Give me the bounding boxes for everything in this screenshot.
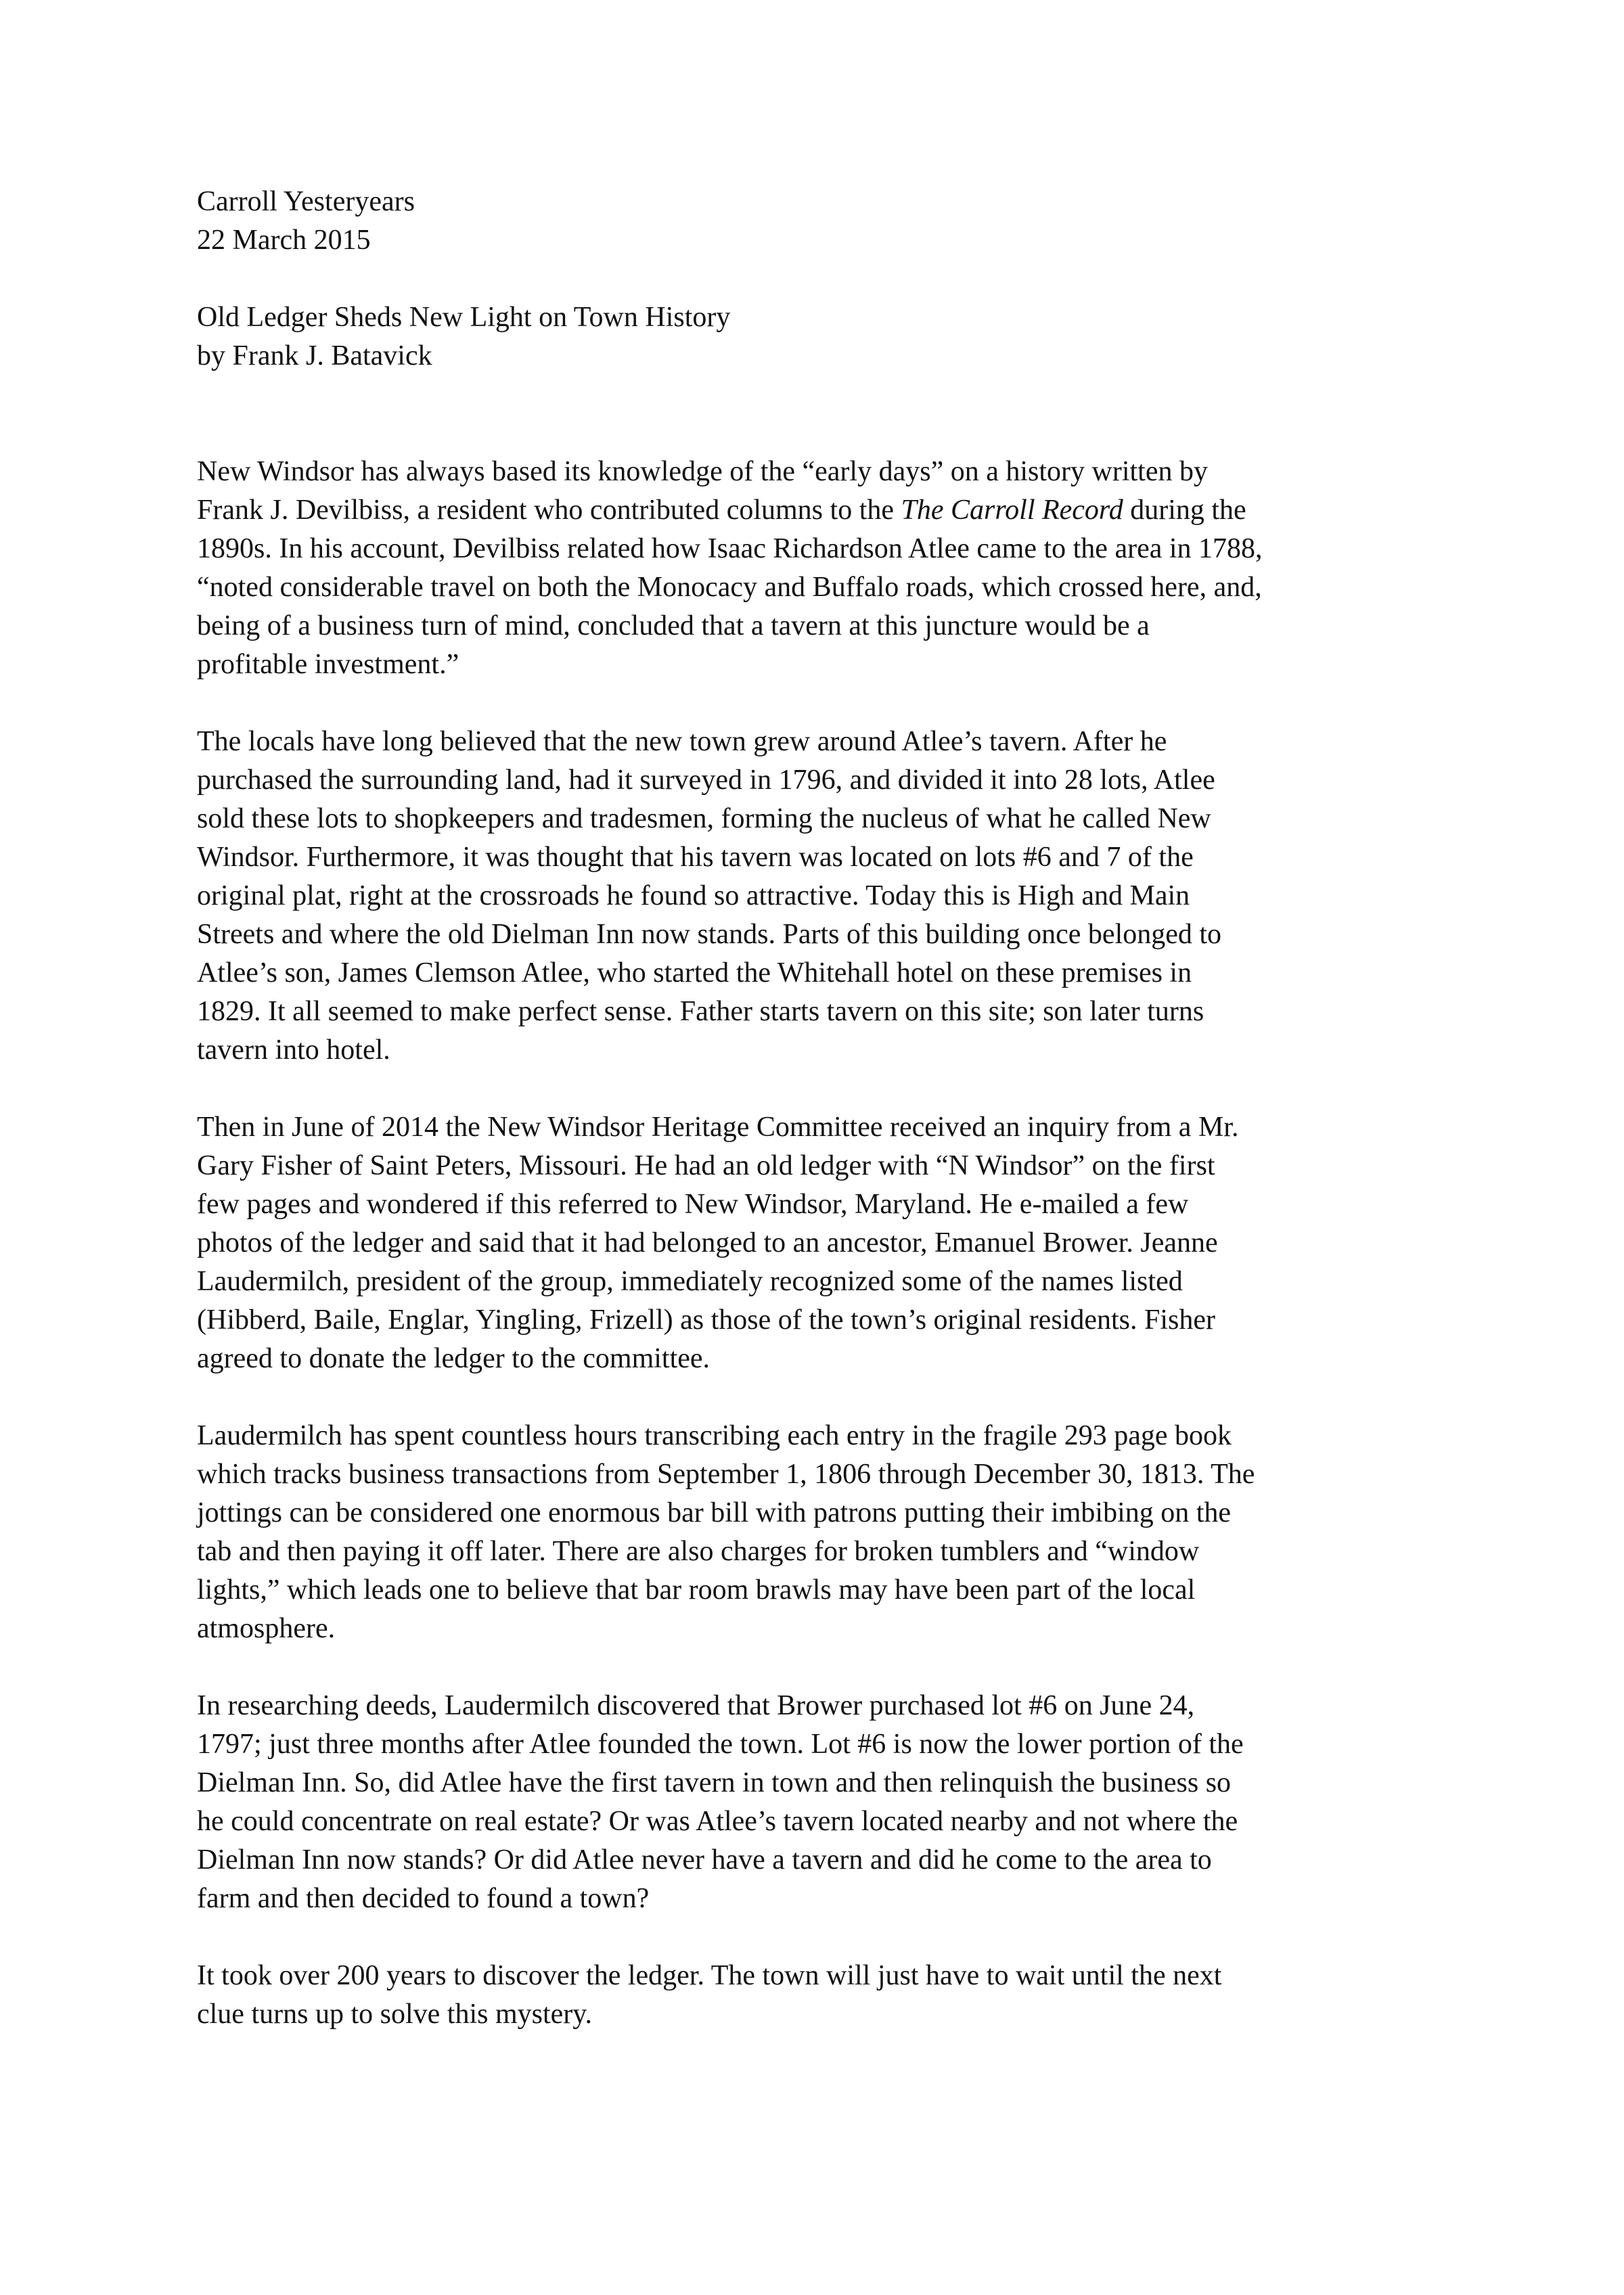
text-line: Dielman Inn. So, did Atlee have the first tavern in town and then relinquish the business so — [197, 1767, 1232, 1798]
text-line: farm and then decided to found a town? — [197, 1883, 650, 1914]
paragraph — [197, 1417, 1428, 1648]
publication-name: Carroll Yesteryears — [197, 186, 415, 217]
text-line: profitable investment.” — [197, 649, 459, 680]
article-content — [197, 183, 1428, 2072]
text-line: agreed to donate the ledger to the committee. — [197, 1343, 710, 1374]
text-line: 1797; just three months after Atlee founded the town. Lot #6 is now the lower portion of the — [197, 1729, 1244, 1760]
text-line: “noted considerable travel on both the Monocacy and Buffalo roads, which crossed here, and, — [197, 572, 1262, 603]
text-line: New Windsor has always based its knowledge of the “early days” on a history written by — [197, 456, 1208, 487]
text-line: original plat, right at the crossroads he found so attractive. Today this is High and Main — [197, 880, 1190, 911]
newspaper-name-italic: The Carroll Record — [901, 495, 1123, 526]
text-line: 1890s. In his account, Devilbiss related how Isaac Richardson Atlee came to the area in 1788, — [197, 533, 1263, 564]
text-segment: during the — [1123, 495, 1246, 526]
text-line: being of a business turn of mind, concluded that a tavern at this juncture would be a — [197, 610, 1150, 641]
text-line: Streets and where the old Dielman Inn now stands. Parts of this building once belonged to — [197, 919, 1222, 950]
text-line: sold these lots to shopkeepers and tradesmen, forming the nucleus of what he called New — [197, 803, 1211, 834]
text-line: Windsor. Furthermore, it was thought that his tavern was located on lots #6 and 7 of the — [197, 842, 1194, 873]
column-header — [197, 183, 1428, 260]
text-line: photos of the ledger and said that it had belonged to an ancestor, Emanuel Brower. Jeanne — [197, 1227, 1218, 1258]
article-heading — [197, 298, 1428, 376]
text-line: lights,” which leads one to believe that bar room brawls may have been part of the local — [197, 1574, 1196, 1606]
text-line: Atlee’s son, James Clemson Atlee, who started the Whitehall hotel on these premises in — [197, 957, 1192, 989]
text-line: The locals have long believed that the new town grew around Atlee’s tavern. After he — [197, 726, 1167, 757]
text-line: tavern into hotel. — [197, 1035, 390, 1066]
article-body — [197, 453, 1428, 2034]
article-title: Old Ledger Sheds New Light on Town History — [197, 302, 731, 333]
paragraph — [197, 1957, 1428, 2034]
text-line: In researching deeds, Laudermilch discovered that Brower purchased lot #6 on June 24, — [197, 1690, 1195, 1721]
text-line: Then in June of 2014 the New Windsor Heritage Committee received an inquiry from a Mr. — [197, 1112, 1239, 1143]
text-line: Dielman Inn now stands? Or did Atlee never have a tavern and did he come to the area to — [197, 1844, 1212, 1876]
text-line: clue turns up to solve this mystery. — [197, 1999, 593, 2030]
text-line: jottings can be considered one enormous bar bill with patrons putting their imbibing on the — [197, 1497, 1232, 1528]
text-line: Laudermilch, president of the group, immediately recognized some of the names listed — [197, 1266, 1183, 1297]
text-line — [197, 491, 1428, 530]
text-line: Gary Fisher of Saint Peters, Missouri. He had an old ledger with “N Windsor” on the first — [197, 1150, 1215, 1181]
text-line: he could concentrate on real estate? Or was Atlee’s tavern located nearby and not where the — [197, 1806, 1238, 1837]
text-line: atmosphere. — [197, 1613, 336, 1644]
text-line: purchased the surrounding land, had it surveyed in 1796, and divided it into 28 lots, Atlee — [197, 765, 1215, 796]
text-line: Laudermilch has spent countless hours transcribing each entry in the fragile 293 page book — [197, 1420, 1232, 1451]
paragraph — [197, 1108, 1428, 1378]
text-line: tab and then paying it off later. There are also charges for broken tumblers and “window — [197, 1536, 1200, 1567]
paragraph — [197, 453, 1428, 684]
text-line: (Hibberd, Baile, Englar, Yingling, Frizell) as those of the town’s original residents. Fisher — [197, 1304, 1215, 1336]
text-segment: Frank J. Devilbiss, a resident who contributed columns to the — [197, 495, 901, 526]
text-line: 1829. It all seemed to make perfect sense. Father starts tavern on this site; son later turns — [197, 996, 1204, 1027]
text-line: few pages and wondered if this referred to New Windsor, Maryland. He e-mailed a few — [197, 1189, 1189, 1220]
publication-date: 22 March 2015 — [197, 225, 371, 256]
article-byline: by Frank J. Batavick — [197, 340, 432, 371]
paragraph — [197, 723, 1428, 1070]
paragraph — [197, 1687, 1428, 1918]
text-line: It took over 200 years to discover the ledger. The town will just have to wait until the next — [197, 1960, 1222, 1991]
text-line: which tracks business transactions from September 1, 1806 through December 30, 1813. The — [197, 1459, 1255, 1490]
